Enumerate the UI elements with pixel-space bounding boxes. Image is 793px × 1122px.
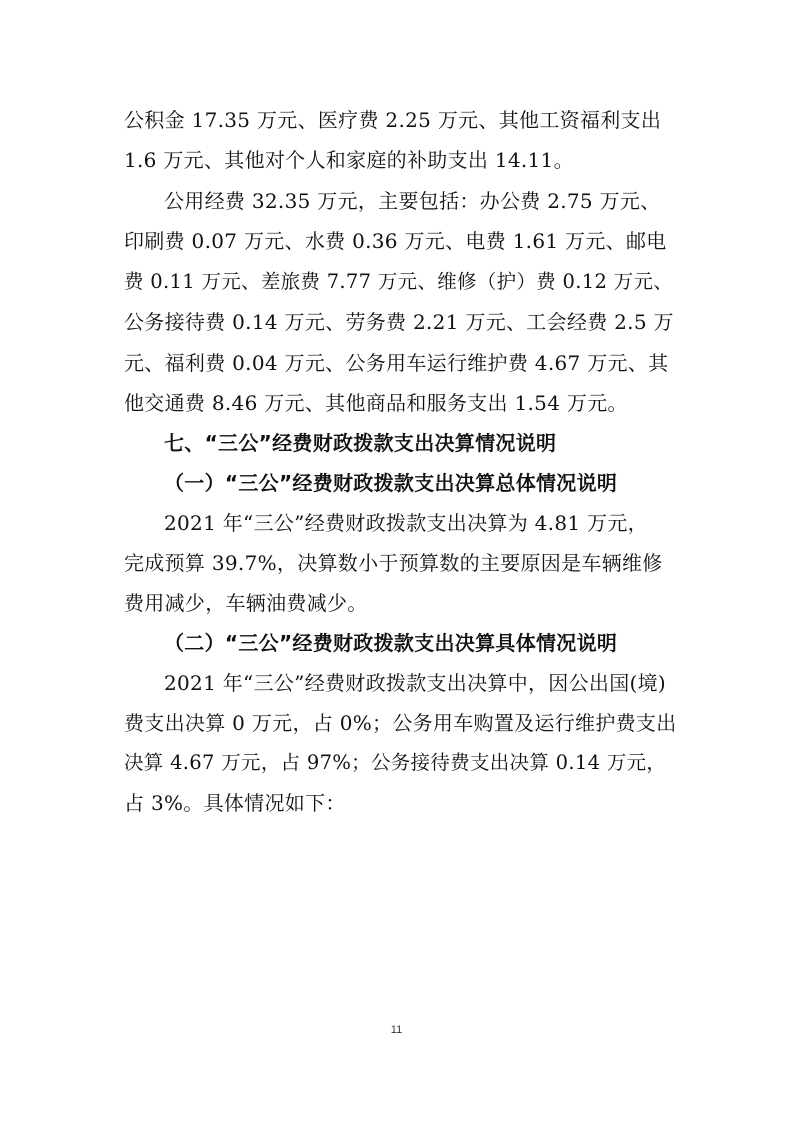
body-text-line: 印刷费 0.07 万元、水费 0.36 万元、电费 1.61 万元、邮电 [124,229,667,253]
body-text-line: 元、福利费 0.04 万元、公务用车运行维护费 4.67 万元、其 [124,351,669,375]
body-text-line: 2021 年“三公”经费财政拨款支出决算中，因公出国(境) [164,671,667,695]
body-text-line: 完成预算 39.7%，决算数小于预算数的主要原因是车辆维修 [124,551,663,575]
body-text-line: 占 3%。具体情况如下： [124,791,346,815]
body-text-line: 1.6 万元、其他对个人和家庭的补助支出 14.11。 [124,148,574,172]
body-text-line: 公积金 17.35 万元、医疗费 2.25 万元、其他工资福利支出 [124,108,662,132]
page-number: 11 [390,1024,403,1036]
body-text-line: 2021 年“三公”经费财政拨款支出决算为 4.81 万元， [164,511,648,535]
subsection-heading: （一）“三公”经费财政拨款支出决算总体情况说明 [164,471,618,495]
subsection-heading: （二）“三公”经费财政拨款支出决算具体情况说明 [164,631,618,655]
body-text-line: 决算 4.67 万元，占 97%；公务接待费支出决算 0.14 万元， [124,751,667,774]
body-text-line: 公务接待费 0.14 万元、劳务费 2.21 万元、工会经费 2.5 万 [124,310,674,334]
body-text-line: 费 0.11 万元、差旅费 7.77 万元、维修（护）费 0.12 万元、 [124,270,674,293]
body-text-line: 公用经费 32.35 万元，主要包括：办公费 2.75 万元、 [164,189,661,213]
body-text-line: 费支出决算 0 万元，占 0%；公务用车购置及运行维护费支出 [124,711,677,735]
body-text-line: 他交通费 8.46 万元、其他商品和服务支出 1.54 万元。 [124,391,628,415]
body-text-line: 费用减少，车辆油费减少。 [124,591,368,615]
section-heading: 七、“三公”经费财政拨款支出决算情况说明 [164,431,557,455]
